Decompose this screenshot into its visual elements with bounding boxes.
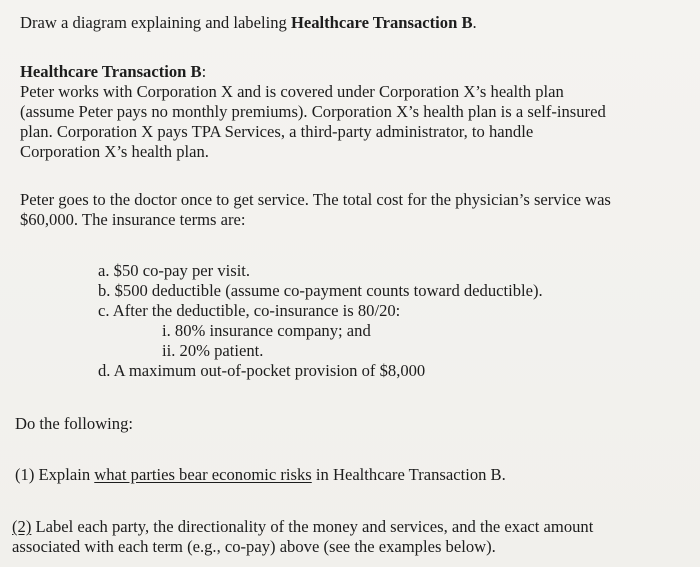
prompt-end: .: [472, 13, 477, 32]
scenario-line: $60,000. The insurance terms are:: [20, 210, 246, 229]
task-1-prefix: (1) Explain: [15, 465, 95, 484]
prompt-line: [20, 13, 477, 33]
prompt-text: Draw a diagram explaining and labeling: [20, 13, 291, 32]
transaction-heading-colon: :: [201, 62, 207, 81]
term-c-i: i. 80% insurance company; and: [162, 321, 371, 340]
task-2-line-1: [12, 517, 593, 537]
transaction-heading: Healthcare Transaction B: [20, 62, 202, 81]
task-1-underlined: what parties bear economic risks: [94, 465, 312, 484]
transaction-heading-line: [20, 62, 206, 82]
transaction-line: Peter works with Corporation X and is covered under Corporation X’s health plan: [20, 82, 564, 101]
transaction-line: Corporation X’s health plan.: [20, 142, 209, 161]
task-2-text: Label each party, the directionality of the money and services, and the exact amount: [31, 517, 594, 536]
term-c: c. After the deductible, co-insurance is 80/20:: [98, 301, 401, 320]
prompt-bold: Healthcare Transaction B: [290, 13, 473, 32]
term-a: a. $50 co-pay per visit.: [98, 261, 251, 280]
term-b: b. $500 deductible (assume co-payment counts toward deductible).: [98, 281, 543, 300]
transaction-line: (assume Peter pays no monthly premiums). Corporation X’s health plan is a self-insured: [20, 102, 606, 121]
task-2-number: (2): [12, 517, 32, 536]
task-1: [15, 465, 506, 485]
term-d: d. A maximum out-of-pocket provision of $8,000: [98, 361, 426, 380]
task-1-suffix: in Healthcare Transaction B.: [311, 465, 506, 484]
scenario-line: Peter goes to the doctor once to get service. The total cost for the physician’s service was: [20, 190, 611, 209]
tasks-heading: Do the following:: [15, 414, 133, 433]
task-2-line-2: associated with each term (e.g., co-pay) above (see the examples below).: [12, 537, 496, 556]
transaction-line: plan. Corporation X pays TPA Services, a third-party administrator, to handle: [20, 122, 534, 141]
term-c-ii: ii. 20% patient.: [162, 341, 264, 360]
